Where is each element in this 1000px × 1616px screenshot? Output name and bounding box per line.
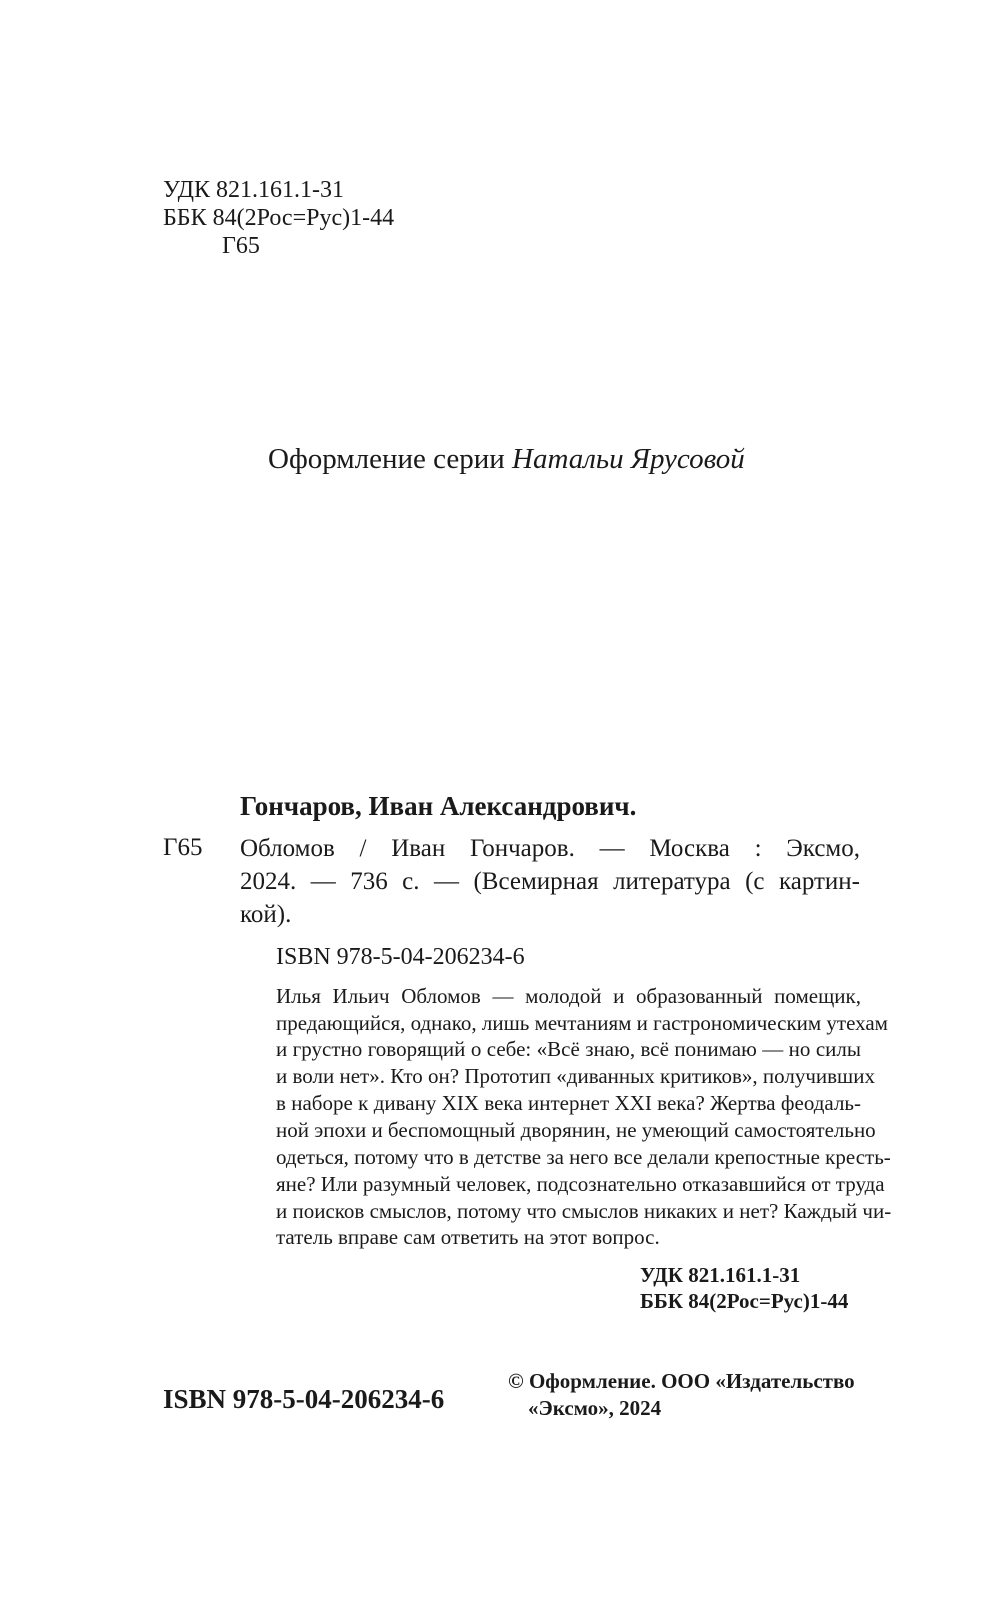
series-design-credit: [268, 442, 745, 476]
bbk-code-bottom: ББК 84(2Рос=Рус)1-44: [640, 1289, 849, 1313]
udk-code-top: УДК 821.161.1-31: [163, 177, 344, 203]
annotation-line: татель вправе сам ответить на этот вопрос.: [276, 1225, 660, 1249]
annotation-line: ной эпохи и беспомощный дворянин, не умеющий самостоятельно: [276, 1118, 876, 1142]
catalog-author-code: Г65: [163, 834, 203, 861]
annotation-line: и грустно говорящий о себе: «Всё знаю, всё понимаю — но силы: [276, 1037, 861, 1061]
udk-code-bottom: УДК 821.161.1-31: [640, 1263, 801, 1287]
annotation-line: одеться, потому что в детстве за него все делали крепостные кресть-: [276, 1145, 891, 1169]
annotation-line: в наборе к дивану XIX века интернет XXI века? Жертва феодаль-: [276, 1091, 861, 1115]
annotation-line: и поисков смыслов, потому что смыслов никаких и нет? Каждый чи-: [276, 1199, 892, 1223]
author-code-top: Г65: [222, 233, 260, 259]
catalog-isbn: ISBN 978-5-04-206234-6: [276, 944, 525, 970]
catalog-description-line: кой).: [240, 901, 292, 928]
catalog-description-line: 2024. — 736 с. — (Всемирная литература (с картин-: [240, 868, 860, 895]
annotation-line: Илья Ильич Обломов — молодой и образованный помещик,: [276, 984, 861, 1008]
series-design-label: Оформление серии: [268, 443, 513, 475]
isbn-main: ISBN 978-5-04-206234-6: [163, 1384, 445, 1414]
bbk-code-top: ББК 84(2Рос=Рус)1-44: [163, 205, 395, 231]
catalog-author-heading: Гончаров, Иван Александрович.: [240, 791, 637, 821]
copyright-line: © Оформление. ООО «Издательство: [508, 1369, 855, 1393]
annotation-line: яне? Или разумный человек, подсознательно отказавшийся от труда: [276, 1172, 885, 1196]
annotation-line: предающийся, однако, лишь мечтаниям и гастрономическим утехам: [276, 1011, 888, 1035]
series-designer-name: Натальи Ярусовой: [512, 443, 745, 475]
copyright-line: «Эксмо», 2024: [528, 1396, 662, 1420]
annotation-line: и воли нет». Кто он? Прототип «диванных критиков», получивших: [276, 1064, 875, 1088]
catalog-description-line: Обломов / Иван Гончаров. — Москва : Эксмо,: [240, 835, 860, 862]
